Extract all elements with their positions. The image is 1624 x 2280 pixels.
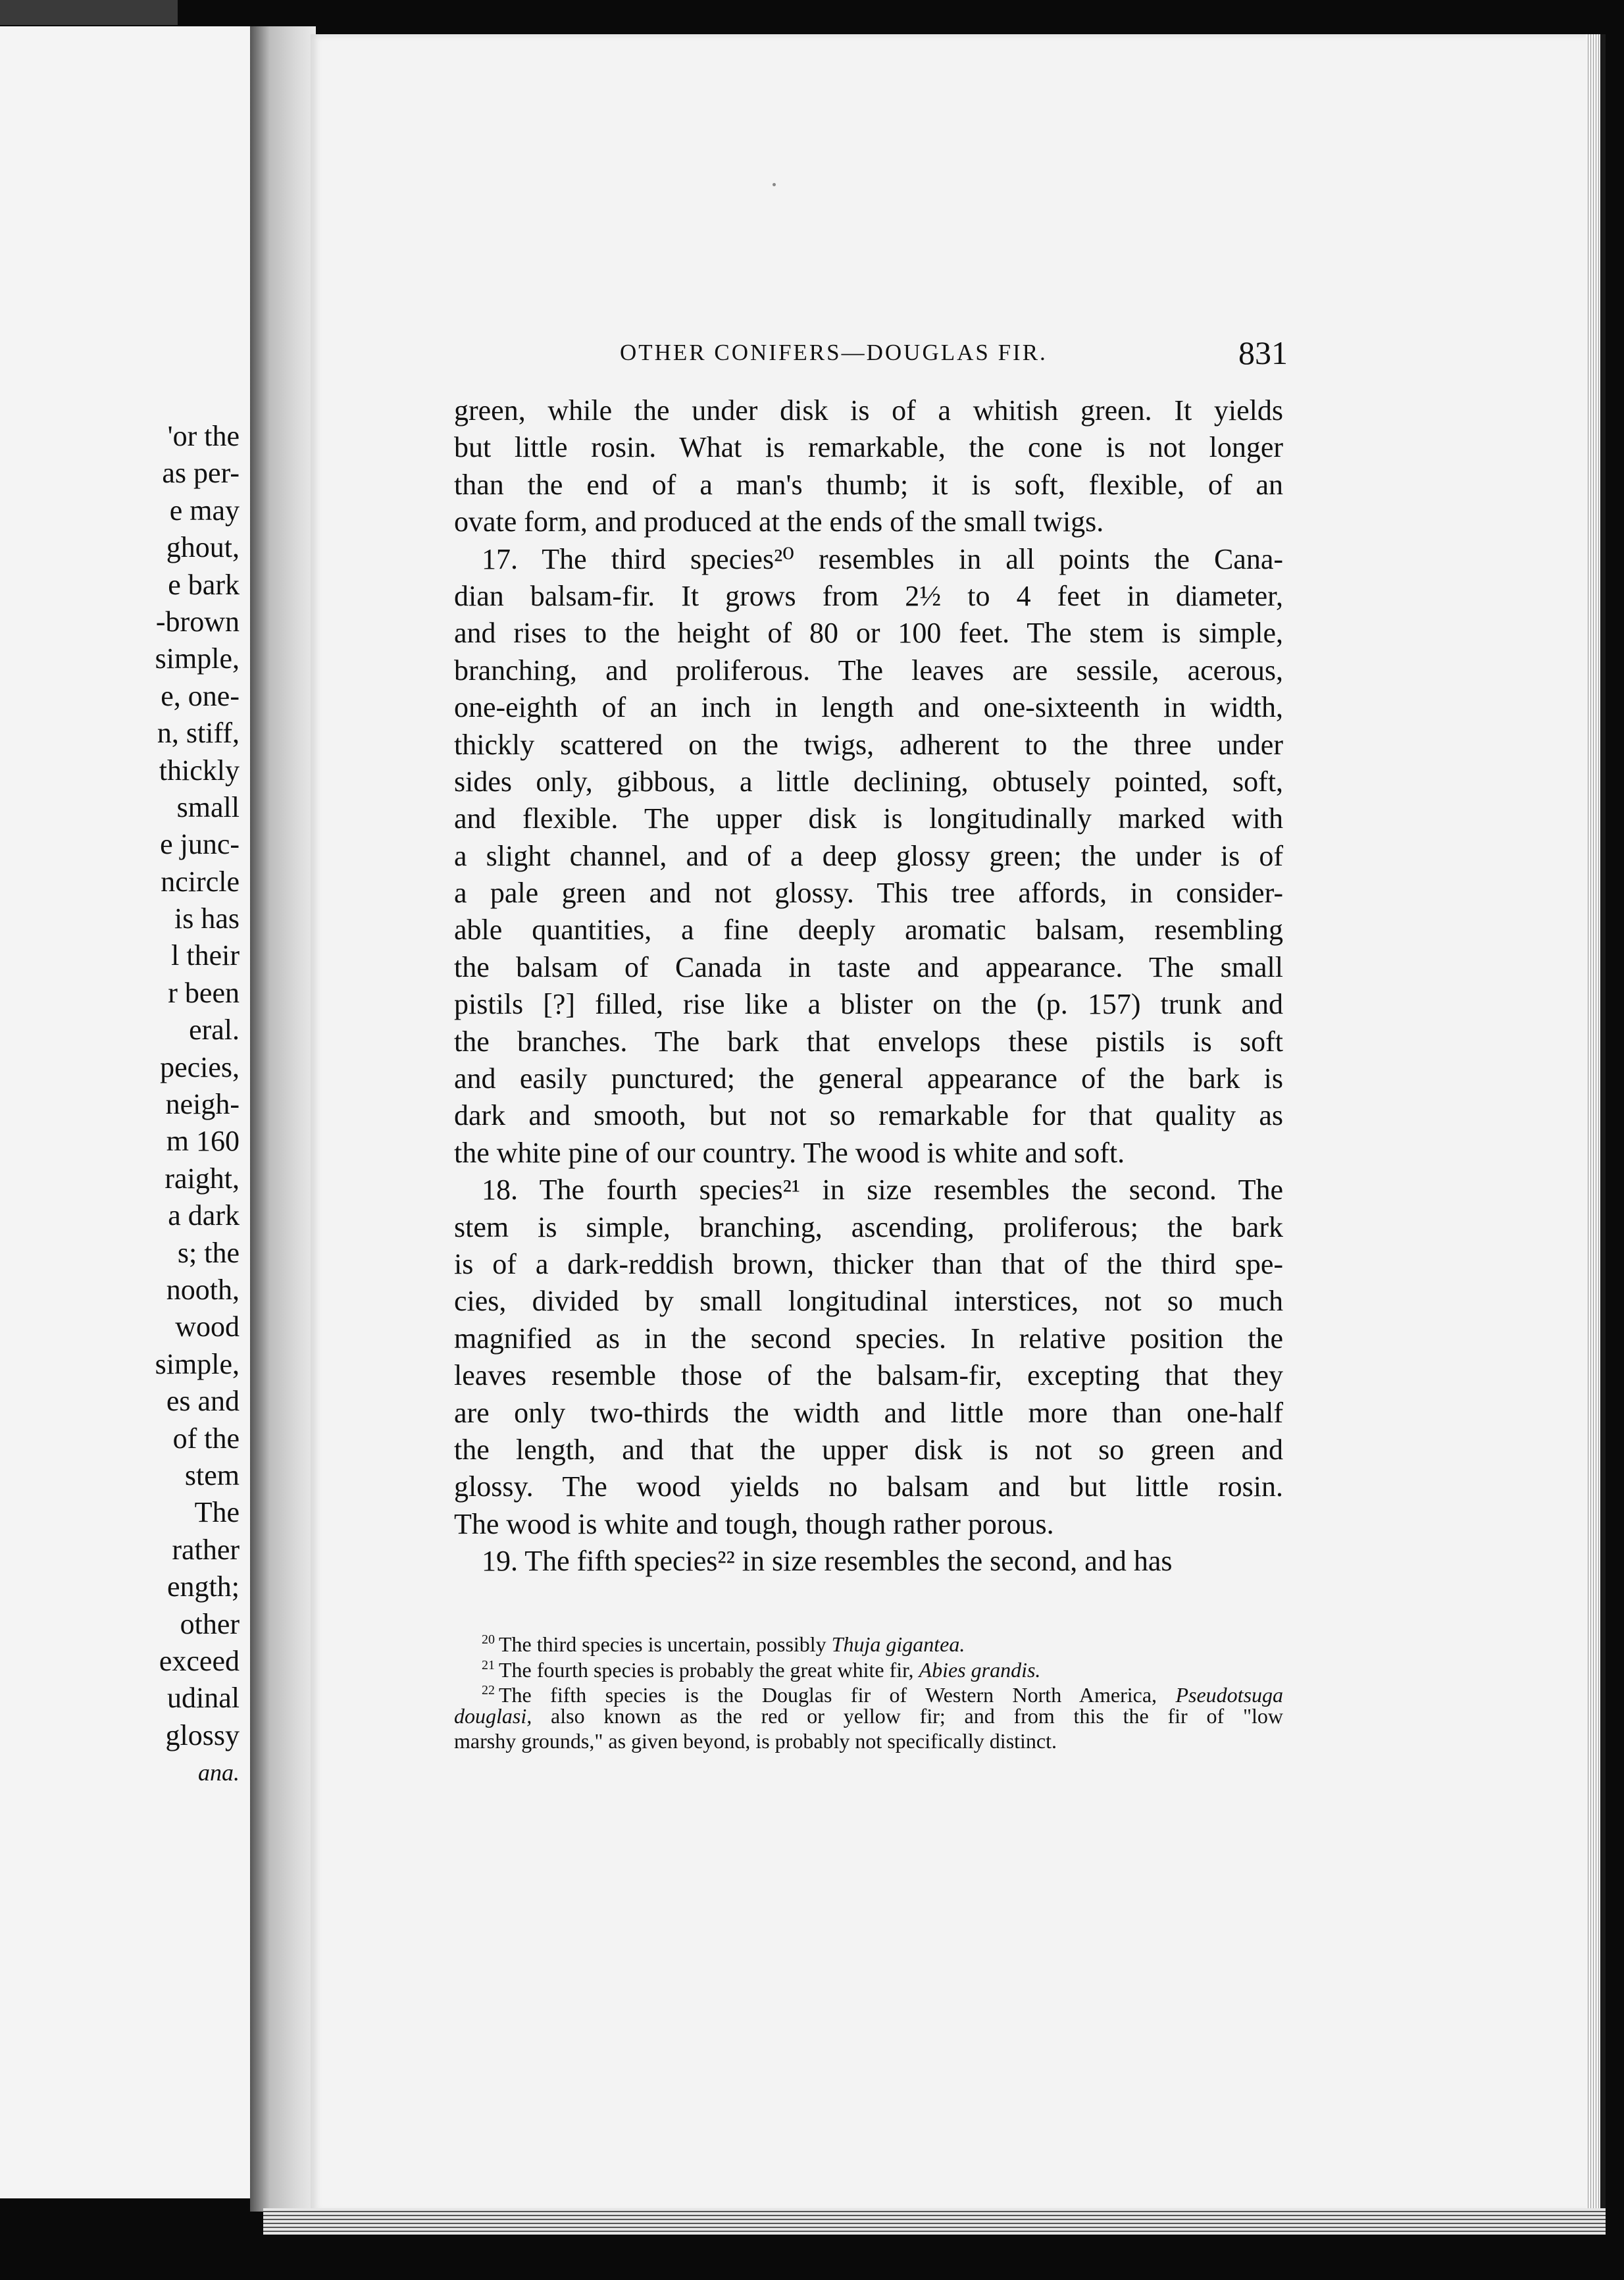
left-page-line: s; the [177, 1236, 240, 1269]
left-page-line: thickly [159, 754, 240, 787]
footnote-marker: 21 [482, 1657, 495, 1672]
body-line: 19. The fifth species²² in size resembles the second, and has [482, 1545, 1173, 1578]
left-page-line: exceed [159, 1644, 240, 1677]
body-line: The wood is white and tough, though rather porous. [454, 1507, 1054, 1540]
left-page-line: The [194, 1496, 240, 1529]
running-head [620, 334, 1298, 371]
body-line: branching, and proliferous. The leaves are sessile, acerous, [454, 654, 1283, 687]
footnote-scientific-name: douglasi, [454, 1703, 532, 1728]
left-page-line: l their [171, 939, 240, 972]
body-line: 18. The fourth species²¹ in size resembles the second. The [482, 1174, 1283, 1206]
dust-speck [773, 183, 776, 186]
body-line: able quantities, a fine deeply aromatic balsam, resembling [454, 914, 1283, 946]
body-line: the branches. The bark that envelops these pistils is soft [454, 1025, 1283, 1058]
page-edges-right [1586, 34, 1600, 2213]
left-page-line: nooth, [166, 1273, 240, 1306]
left-page-line: pecies, [160, 1050, 240, 1083]
body-line: are only two-thirds the width and little more than one-half [454, 1396, 1283, 1429]
body-line: than the end of a man's thumb; it is soft, flexible, of an [454, 468, 1283, 501]
footnote-scientific-name: Thuja gigantea. [831, 1632, 965, 1656]
left-page-line: r been [168, 976, 240, 1009]
left-page-line: wood [175, 1310, 240, 1343]
body-line: 17. The third species²⁰ resembles in all points the Cana- [482, 542, 1283, 575]
body-line: and easily punctured; the general appearance of the bark is [454, 1062, 1283, 1095]
body-line: and flexible. The upper disk is longitudinally marked with [454, 802, 1283, 835]
body-line: green, while the under disk is of a whitish green. It yields [454, 394, 1283, 427]
page-number: 831 [1238, 334, 1288, 371]
left-page-line: -brown [155, 605, 240, 638]
body-text [454, 392, 1283, 1580]
footnote-text: also known as the red or yellow fir; and from this the fir of "low [551, 1703, 1284, 1728]
body-line: glossy. The wood yields no balsam and but little rosin. [454, 1470, 1283, 1503]
left-page-line: as per- [162, 457, 240, 490]
left-page-line: e junc- [160, 828, 240, 861]
left-page-line: simple, [155, 1347, 240, 1380]
body-line: ovate form, and produced at the ends of the small twigs. [454, 505, 1104, 538]
body-line: the balsam of Canada in taste and appearance. The small [454, 950, 1283, 983]
body-line: cies, divided by small longitudinal interstices, not so much [454, 1285, 1283, 1318]
body-line: the white pine of our country. The wood is white and soft. [454, 1136, 1125, 1169]
body-line: pistils [?] filled, rise like a blister on the (p. 157) trunk and [454, 988, 1283, 1021]
left-page-line: udinal [167, 1682, 240, 1715]
left-page-line: n, stiff, [157, 717, 240, 750]
book-gutter [250, 26, 316, 2212]
body-line: leaves resemble those of the balsam-fir, excepting that they [454, 1359, 1283, 1392]
footnote-text: The fifth species is the Douglas fir of Western North America, [499, 1683, 1157, 1707]
left-page-line: neigh- [165, 1088, 240, 1121]
body-line: stem is simple, branching, ascending, proliferous; the bark [454, 1210, 1283, 1243]
footnote-marker: 20 [482, 1632, 495, 1647]
footnote-21 [454, 1653, 1283, 1682]
left-page-line: simple, [155, 642, 240, 675]
footnote-22 [454, 1678, 1284, 1707]
running-head-title: OTHER CONIFERS—DOUGLAS FIR. [620, 340, 1048, 365]
body-line: but little rosin. What is remarkable, the cone is not longer [454, 431, 1283, 464]
left-page-line: glossy [165, 1719, 240, 1751]
left-page [0, 26, 259, 2198]
left-page-line: eral. [189, 1014, 240, 1047]
footnote-22-line-2 [454, 1703, 1283, 1729]
left-page-line: rather [172, 1533, 240, 1566]
body-line: the length, and that the upper disk is not so green and [454, 1433, 1283, 1466]
footnote-scientific-name: Abies grandis. [919, 1657, 1041, 1682]
footnote-text: The third species is uncertain, possibly [499, 1632, 826, 1656]
footnote-20 [454, 1627, 1283, 1656]
body-line: a pale green and not glossy. This tree affords, in consider- [454, 877, 1283, 910]
left-page-line: m 160 [166, 1125, 240, 1158]
left-page-line: ength; [167, 1570, 240, 1603]
left-page-line: es and [166, 1385, 240, 1418]
footnote-text: The fourth species is probably the great white fir, [499, 1657, 914, 1682]
left-page-line: e bark [168, 568, 240, 601]
body-line: magnified as in the second species. In relative position the [454, 1322, 1283, 1355]
left-page-line: 'or the [167, 420, 240, 452]
left-page-line: other [180, 1607, 240, 1640]
left-page-line: ncircle [161, 865, 240, 898]
body-line: is of a dark-reddish brown, thicker than that of the third spe- [454, 1247, 1283, 1280]
left-page-line: a dark [168, 1199, 240, 1232]
body-line: a slight channel, and of a deep glossy green; the under is of [454, 839, 1283, 872]
body-line: dian balsam-fir. It grows from 2½ to 4 feet in diameter, [454, 579, 1283, 612]
left-page-line: e may [169, 494, 240, 527]
body-line: one-eighth of an inch in length and one-sixteenth in width, [454, 691, 1283, 724]
footnotes [454, 1627, 1283, 1754]
left-page-line: raight, [165, 1162, 240, 1195]
page-edges-bottom [263, 2208, 1606, 2235]
left-page-line: small [176, 790, 240, 823]
body-line: and rises to the height of 80 or 100 feet. The stem is simple, [454, 617, 1283, 650]
left-page-line: stem [184, 1459, 240, 1491]
body-line: thickly scattered on the twigs, adherent to the three under [454, 728, 1283, 761]
body-line: dark and smooth, but not so remarkable for that quality as [454, 1099, 1283, 1132]
body-line: sides only, gibbous, a little declining, obtusely pointed, soft, [454, 765, 1283, 798]
left-page-line: ana. [198, 1759, 240, 1786]
footnote-marker: 22 [482, 1683, 495, 1697]
scan-border [0, 0, 178, 25]
footnote-scientific-name: Pseudotsuga [1175, 1683, 1284, 1707]
left-page-line: is has [174, 902, 240, 935]
left-page-text [3, 418, 240, 1791]
left-page-line: e, one- [161, 679, 240, 712]
left-page-line: ghout, [166, 531, 240, 564]
left-page-line: of the [172, 1422, 240, 1455]
footnote-22-line-3: marshy grounds," as given beyond, is probably not specifically distinct. [454, 1729, 1057, 1753]
